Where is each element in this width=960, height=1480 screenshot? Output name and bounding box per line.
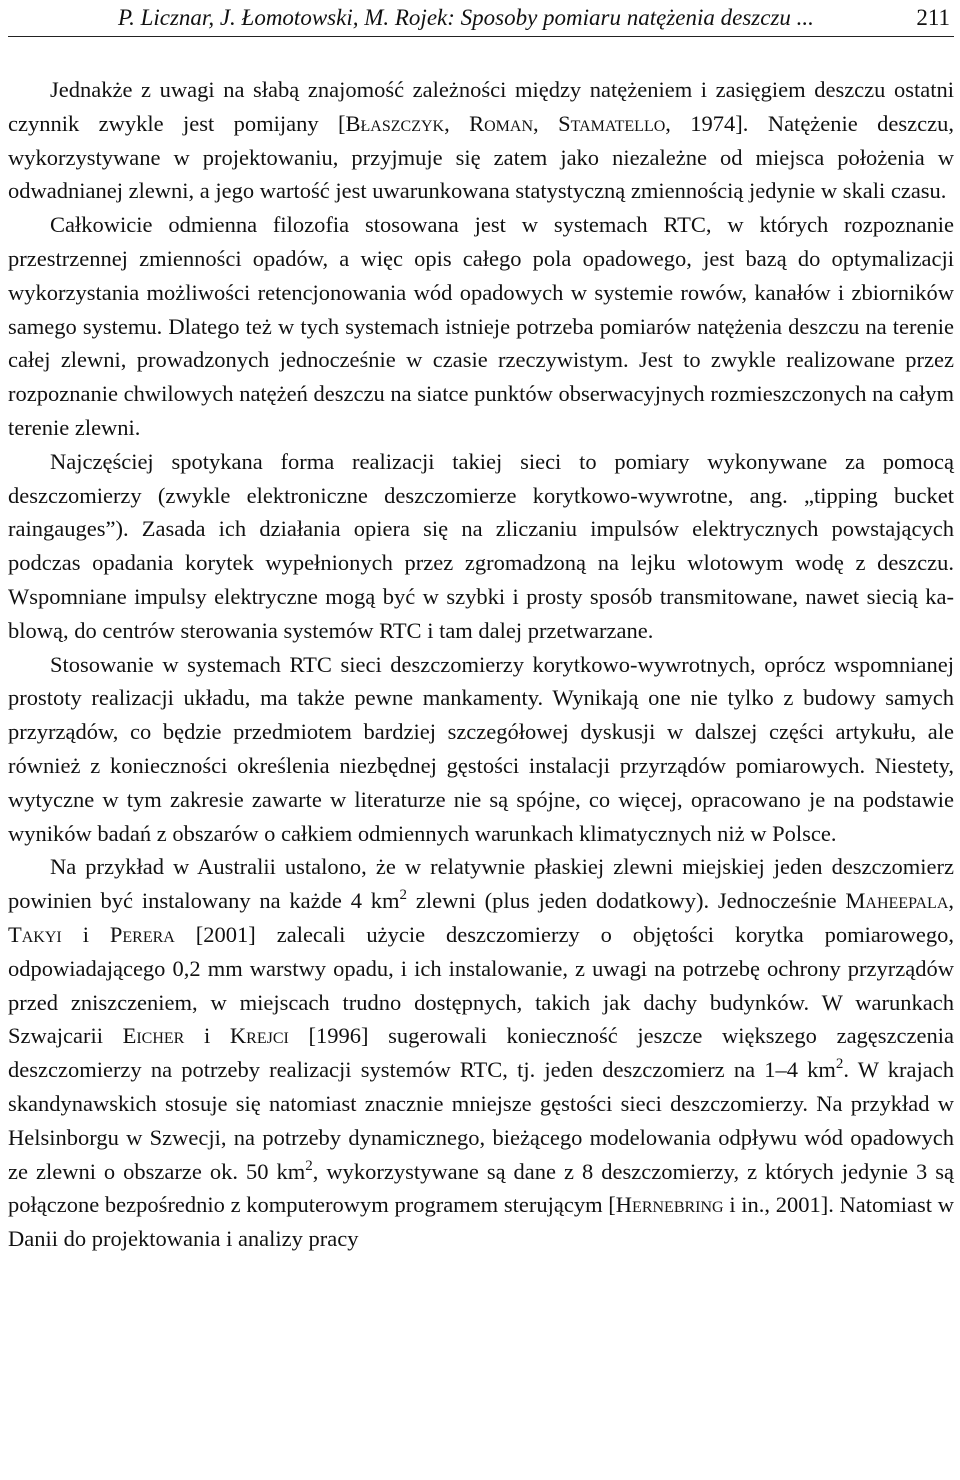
text-run: , [948, 888, 955, 914]
running-title: P. Licznar, J. Łomotowski, M. Rojek: Sposoby pomiaru natężenia deszczu ... [118, 5, 814, 30]
paragraph [8, 445, 954, 648]
author-name: Hernebring [615, 1192, 724, 1218]
text-run: zlewni (plus jeden dodatkowy). Jednocześnie [407, 888, 846, 914]
paragraph [8, 73, 954, 208]
text-run: [2001] zalecali użycie deszczomierzy o objętości korytka pomiarowego, odpowiadającego 0,2 mm warstwy opadu, i ich instalowanie, z uwagi na potrzebę ochrony przyrządów przed zniszczeniem, w miejscach trudno dostępnych, takich jak dachy budynków. W warunkach Szwajcarii [8, 921, 954, 1049]
page-number: 211 [916, 5, 950, 30]
author-name: Perera [109, 921, 175, 947]
text-run: . W krajach skandynawskich stosuje się natomiast znacznie mniejsze gęstości sieci deszczomierzy. Na przykład w Helsinborgu w Szwecji, na potrzeby dynamicznego, bieżącego modelowania odpływu wód opadowych ze zlewni o obszarze ok. 50 km [8, 1057, 954, 1184]
author-name: Stamatello [558, 110, 666, 136]
superscript: 2 [305, 1157, 313, 1174]
text-run: i [61, 921, 110, 947]
document-page [8, 0, 954, 1256]
paragraph [8, 208, 954, 445]
text-run: , wykorzystywane są dane z 8 deszczomierzy, z których jedynie 3 są połączone bezpośrednio z komputerowym programem sterującym [ [8, 1158, 954, 1218]
text-run: i in., 2001]. Natomiast w Danii do projektowania i analizy pracy [8, 1192, 954, 1252]
text-run: , [444, 110, 470, 136]
text-run: Na przykład w Australii ustalono, że w relatywnie płaskiej zlewni miejskiej jeden deszczomierz powinien być instalowany na każde 4 km [8, 854, 954, 914]
text-run: Całkowicie odmienna filozofia stosowana jest w systemach RTC, w których rozpoznanie przestrzennej zmienności opadów, a więc opis całego pola opadowego, jest bazą do optymalizacji wykorzystania możliwości retencjonowania wód opadowych w systemie rowów, kanałów i zbiorników samego systemu. Dlatego też w tych systemach istnieje potrzeba pomiarów natężenia deszczu na terenie całej zlewni, prowadzonych jednocześnie w czasie rzeczywistym. Jest to zwykle realizowane przez rozpoznanie chwilowych natężeń deszczu na siatce punktów obserwacyjnych rozmieszczonych na całym terenie zlewni. [8, 212, 954, 440]
text-run: i [184, 1023, 230, 1049]
text-run: [1996] sugerowali konieczność jeszcze większego zagęszczenia deszczomierzy na potrzeby realizacji systemów RTC, tj. jeden deszczomierz na 1–4 km [8, 1023, 954, 1083]
author-name: Eicher [122, 1023, 185, 1049]
paragraph [8, 850, 954, 1256]
author-name: Roman [469, 110, 534, 136]
paragraph [8, 648, 954, 851]
body-text [8, 73, 954, 1256]
text-run: Stosowanie w systemach RTC sieci deszczomierzy korytkowo-wywrotnych, oprócz wspomnianej prostoty realizacji układu, ma także pewne mankamenty. Wynikają one nie tylko z budowy samych przyrządów, co będzie przedmiotem bardziej szczegółowej dyskusji w dalszej części artykułu, ale również z konieczności określenia niezbędnej gęstości instalacji przyrządów pomiarowych. Niestety, wytyczne w tym zakresie zawarte w literaturze nie są spójne, co więcej, opracowano je na podstawie wyników badań z obszarów o całkiem odmiennych warunkach klimatycznych niż w Polsce. [8, 651, 954, 846]
text-run: , 1974]. Natężenie deszczu, wykorzystywane w projektowaniu, przyjmuje się zatem jako niezależne od miejsca położenia w odwadnianej zlewni, a jego wartość jest uwarunkowana statystyczną zmiennością jedynie w skali czasu. [8, 110, 954, 204]
author-name: Krejci [229, 1023, 289, 1049]
author-name: Takyi [8, 921, 62, 947]
author-name: Maheepala [845, 888, 949, 914]
text-run: Najczęściej spotykana forma realizacji takiej sieci to pomiary wykonywane za pomocą deszczomierzy (zwykle elektroniczne deszczomierze korytkowo-wywrotne, ang. „tipping bucket raingauges”). Zasada ich działania opiera się na zliczaniu impulsów elektrycznych powstających podczas opadania korytek wypełnionych przez zgromadzoną na lejku wlotowym wodę z deszczu. Wspomniane impulsy elektryczne mogą być w szybki i prosty sposób transmitowane, nawet siecią kablową, do centrów sterowania systemów RTC i tam dalej przetwarzane. [8, 448, 954, 643]
text-run: Jednakże z uwagi na słabą znajomość zależności między natężeniem i zasięgiem deszczu ostatni czynnik zwykle jest pomijany [ [8, 77, 954, 136]
author-name: Błaszczyk [345, 110, 445, 136]
superscript: 2 [835, 1056, 844, 1073]
superscript: 2 [399, 887, 408, 904]
text-run: , [533, 110, 559, 136]
running-header [8, 0, 954, 37]
